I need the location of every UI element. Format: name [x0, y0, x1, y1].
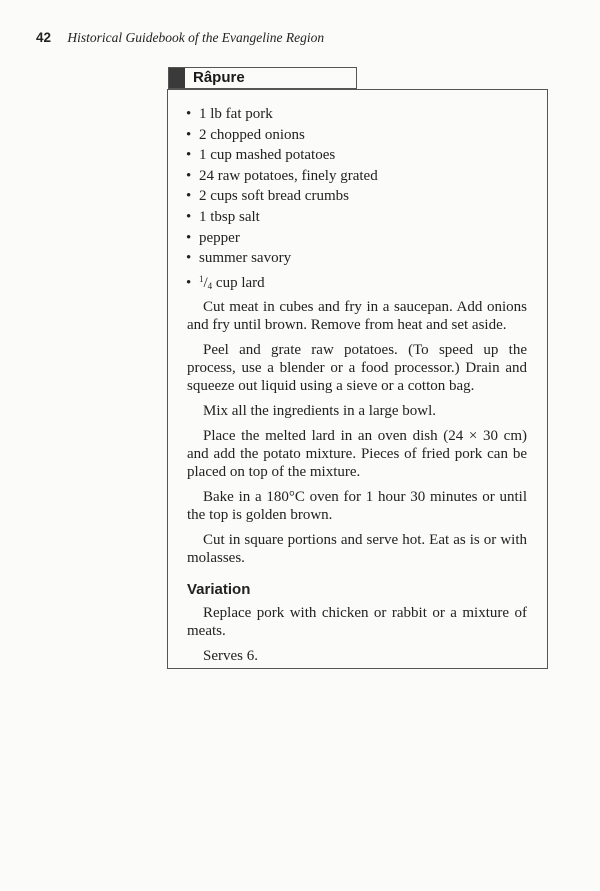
- variation-text: Replace pork with chicken or rabbit or a mixture of meats.: [187, 605, 527, 639]
- step-paragraph: Place the melted lard in an oven dish (24 × 30 cm) and add the potato mixture. Pieces of fried pork can be placed on top of the mixture.: [187, 428, 527, 480]
- recipe-instructions: [187, 298, 527, 672]
- ingredient-item: • pepper: [186, 229, 240, 246]
- step-paragraph: Mix all the ingredients in a large bowl.: [203, 403, 437, 419]
- fraction: $^1/_4$: [199, 273, 213, 291]
- ingredient-item: • 1 cup mashed potatoes: [186, 147, 336, 164]
- book-title: Historical Guidebook of the Evangeline Region: [67, 30, 325, 45]
- step-paragraph: Bake in a 180°C oven for 1 hour 30 minutes or until the top is golden brown.: [187, 489, 527, 523]
- title-bar-block: [169, 68, 185, 88]
- ingredient-item: • 2 chopped onions: [186, 126, 305, 143]
- ingredient-item: • 2 cups soft bread crumbs: [186, 188, 349, 205]
- ingredient-list: [186, 104, 378, 289]
- running-head: [36, 30, 324, 46]
- serves-text: Serves 6.: [203, 648, 258, 664]
- recipe-title: Râpure: [193, 69, 245, 86]
- ingredient-item: • 1 lb fat pork: [186, 106, 273, 122]
- variation-heading: Variation: [187, 581, 251, 598]
- step-paragraph: Peel and grate raw potatoes. (To speed up the process, use a blender or a food processor.) Drain and squeeze out liquid using a sieve or a cotton bag.: [187, 342, 527, 394]
- ingredient-item: • 1 tbsp salt: [186, 208, 260, 225]
- ingredient-item: • $^1/_4$ cup lard: [186, 273, 265, 291]
- step-paragraph: Cut in square portions and serve hot. Eat as is or with molasses.: [187, 532, 527, 566]
- recipe-title-tab: [168, 67, 357, 89]
- ingredient-item: • summer savory: [186, 250, 292, 267]
- ingredient-item: • 24 raw potatoes, finely grated: [186, 167, 378, 184]
- page-number: 42: [36, 30, 52, 45]
- step-paragraph: Cut meat in cubes and fry in a saucepan. Add onions and fry until brown. Remove from heat and set aside.: [187, 299, 527, 333]
